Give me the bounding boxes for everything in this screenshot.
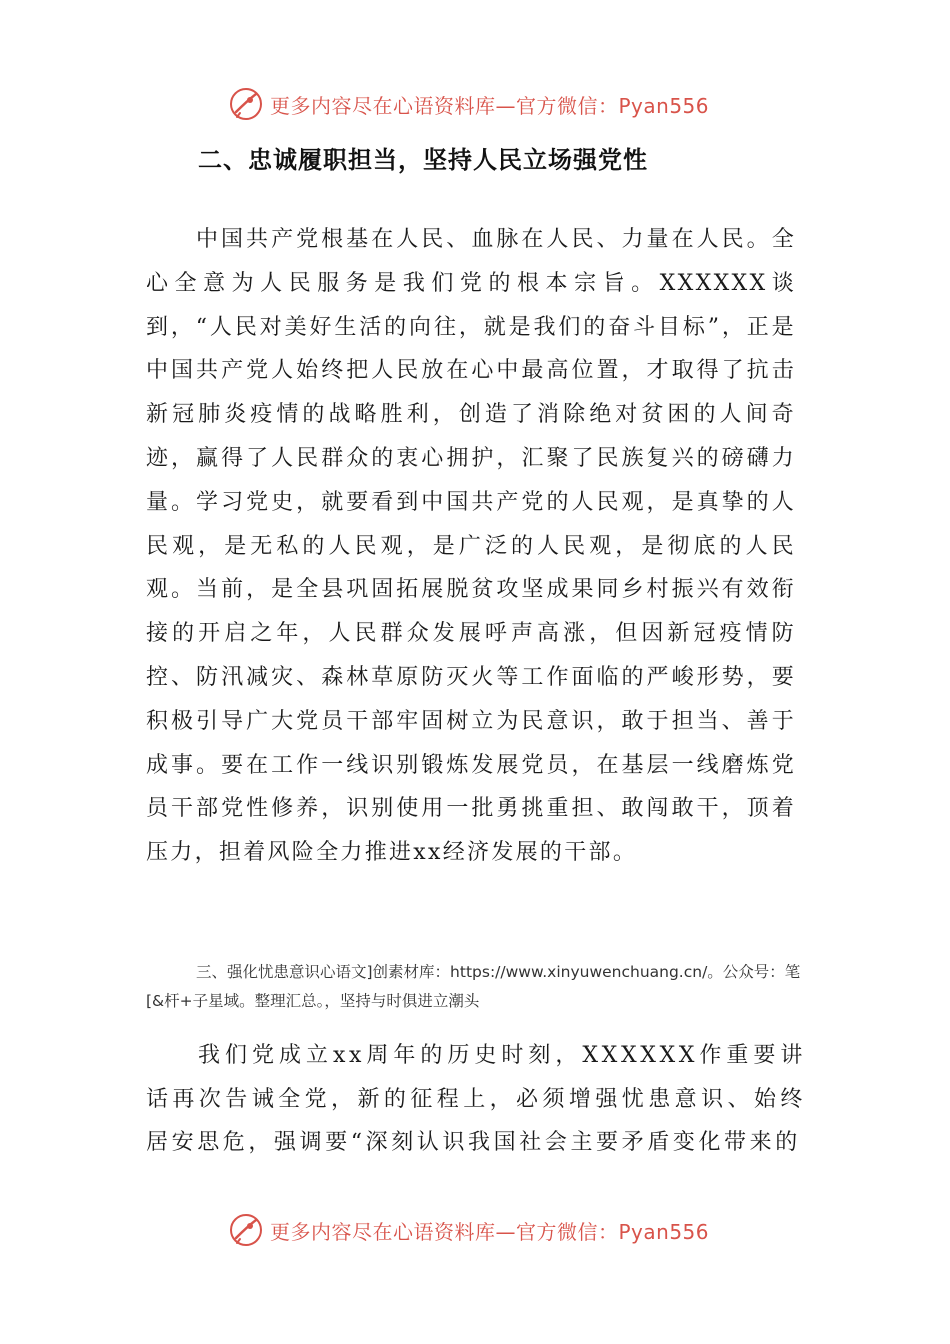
header-watermark-banner bbox=[228, 84, 709, 124]
section-two-paragraph: 中国共产党根基在人民、血脉在人民、力量在人民。全心全意为人民服务是我们党的根本宗旨。XXXXXX谈到，“人民对美好生活的向往，就是我们的奋斗目标”，正是中国共产党人始终把人民放在心中最高位置，才取得了抗击新冠肺炎疫情的战略胜利，创造了消除绝对贫困的人间奇迹，赢得了人民群众的衷心拥护，汇聚了民族复兴的磅礴力量。学习党史，就要看到中国共产党的人民观，是真挚的人民观，是无私的人民观，是广泛的人民观，是彻底的人民观。当前，是全县巩固拓展脱贫攻坚成果同乡村振兴有效衔接的开启之年，人民群众发展呼声高涨，但因新冠疫情防控、防汛减灾、森林草原防灭火等工作面临的严峻形势，要积极引导广大党员干部牢固树立为民意识，敢于担当、善于成事。要在工作一线识别锻炼发展党员，在基层一线磨炼党员干部党性修养，识别使用一批勇挑重担、敢闯敢干，顶着压力，担着风险全力推进xx经济发展的干部。 bbox=[146, 227, 796, 866]
section-two-heading: 二、忠诚履职担当，坚持人民立场强党性 bbox=[198, 146, 648, 174]
section-three-paragraph: 我们党成立xx周年的历史时刻，XXXXXX作重要讲话再次告诫全党，新的征程上，必须增强忧患意识、始终居安思危，强调要“深刻认识我国社会主要矛盾变化带来的 bbox=[146, 1043, 806, 1155]
footer-watermark-banner bbox=[228, 1210, 709, 1250]
pen-nib-logo-icon bbox=[228, 86, 264, 122]
watermark-text: 更多内容尽在心语资料库—官方微信：Pyan556 bbox=[270, 93, 710, 118]
section-three-note: 三、强化忧患意识心语文]创素材库：https://www.xinyuwenchuang.cn/。公众号：笔[&杆+子星域。整理汇总。，坚持与时俱进立潮头 bbox=[146, 963, 801, 1010]
pen-nib-logo-icon bbox=[228, 1212, 264, 1248]
watermark-text: 更多内容尽在心语资料库—官方微信：Pyan556 bbox=[270, 1219, 710, 1244]
